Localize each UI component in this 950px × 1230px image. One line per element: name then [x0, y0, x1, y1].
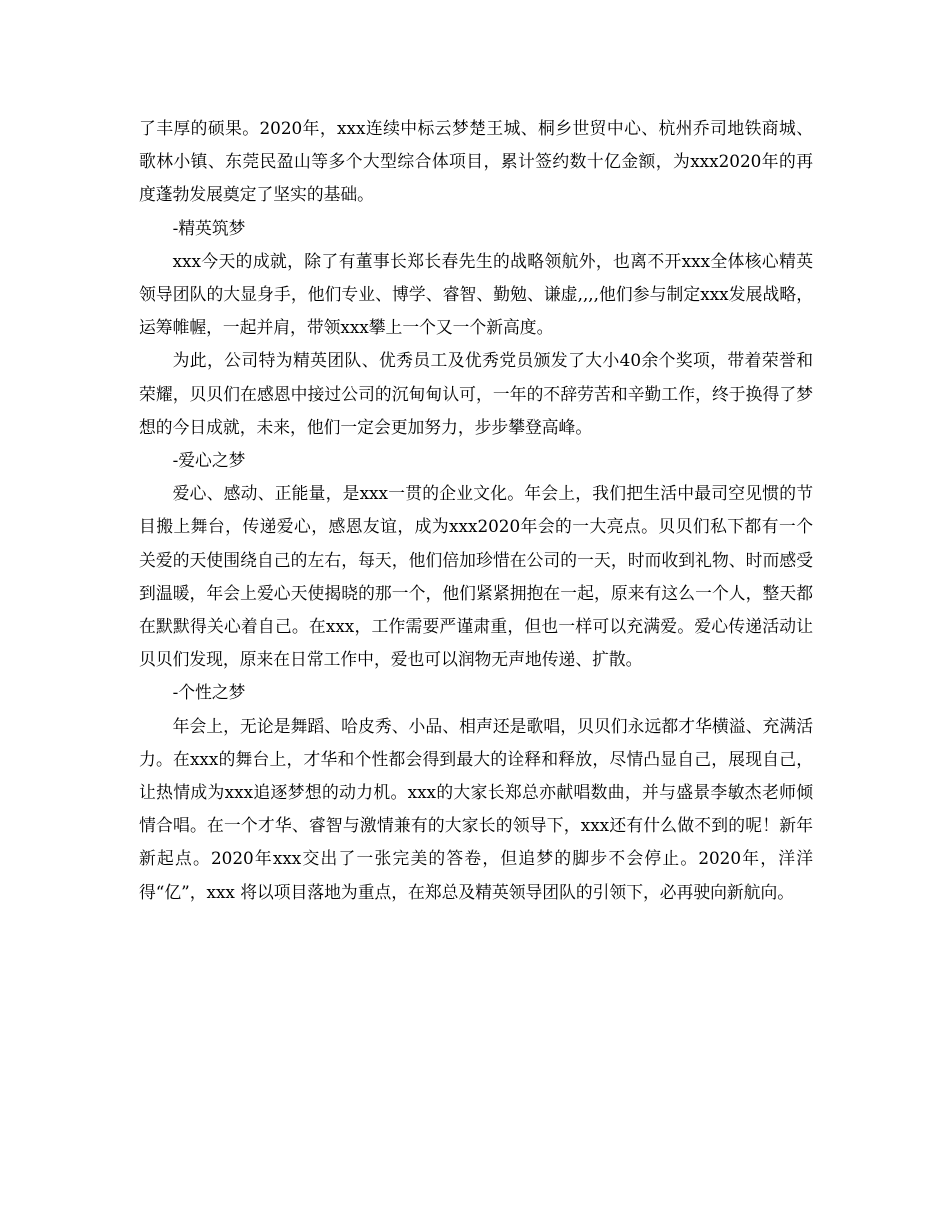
section-heading-elite-dream: -精英筑梦	[172, 217, 246, 238]
paragraph-love-culture: 爱心、感动、正能量，是xxx一贯的企业文化。年会上，我们把生活中最司空见惯的节目搬上舞台，传递爱心，感恩友谊，成为xxx2020年会的一大亮点。贝贝们私下都有一个关爱的天使围绕自己的左右，每天，他们倍加珍惜在公司的一天，时而收到礼物、时而感受到温暖，年会上爱心天使揭晓的那一个，他们紧紧拥抱在一起，原来有这么一个人，整天都在默默得关心着自己。在xxx，工作需要严谨肃重，但也一样可以充满爱。爱心传递活动让贝贝们发现，原来在日常工作中，爱也可以润物无声地传递、扩散。	[139, 483, 813, 670]
paragraph-awards: 为此，公司特为精英团队、优秀员工及优秀党员颁发了大小40余个奖项，带着荣誉和荣耀，贝贝们在感恩中接过公司的沉甸甸认可，一年的不辞劳苦和辛勤工作，终于换得了梦想的今日成就，未来，他们一定会更加努力，步步攀登高峰。	[139, 350, 813, 437]
paragraph-annual-party: 年会上，无论是舞蹈、哈皮秀、小品、相声还是歌唱，贝贝们永远都才华横溢、充满活力。在xxx的舞台上，才华和个性都会得到最大的诠释和释放，尽情凸显自己，展现自己，让热情成为xxx追逐梦想的动力机。xxx的大家长郑总亦献唱数曲，并与盛景李敏杰老师倾情合唱。在一个才华、睿智与激情兼有的大家长的领导下，xxx还有什么做不到的呢！新年新起点。2020年xxx交出了一张完美的答卷，但追梦的脚步不会停止。2020年，洋洋得“亿”，xxx 将以项目落地为重点，在郑总及精英领导团队的引领下，必再驶向新航向。	[139, 715, 813, 902]
section-heading-personality-dream: -个性之梦	[172, 682, 246, 703]
section-heading-love-dream: -爱心之梦	[172, 450, 246, 471]
document-body	[139, 112, 813, 909]
paragraph-achievements: xxx今天的成就，除了有董事长郑长春先生的战略领航外，也离不开xxx全体核心精英领导团队的大显身手，他们专业、博学、睿智、勤勉、谦虚,,,,他们参与制定xxx发展战略，运筹帷幄，一起并肩，带领xxx攀上一个又一个新高度。	[139, 250, 813, 338]
paragraph-continuation: 了丰厚的硕果。2020年，xxx连续中标云梦楚王城、桐乡世贸中心、杭州乔司地铁商城、歌林小镇、东莞民盈山等多个大型综合体项目，累计签约数十亿金额，为xxx2020年的再度蓬勃发展奠定了坚实的基础。	[139, 118, 813, 205]
